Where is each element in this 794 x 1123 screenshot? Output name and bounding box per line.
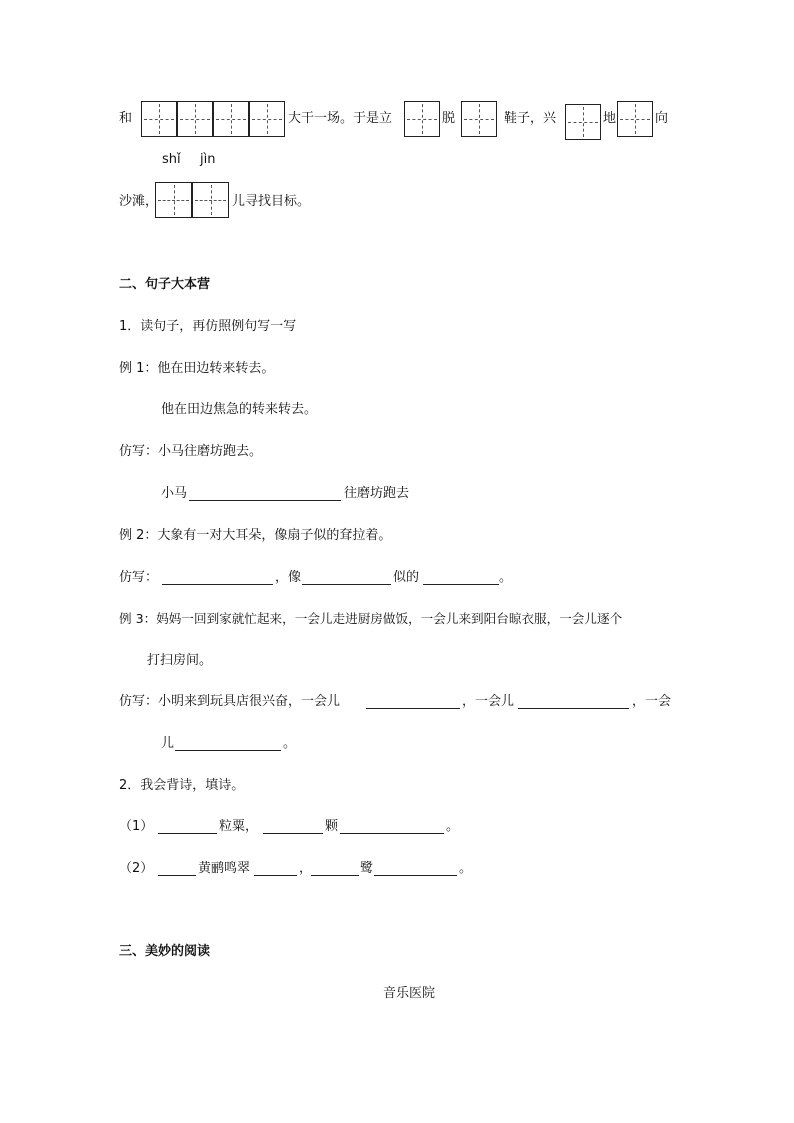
char-box[interactable] (177, 101, 213, 137)
text-lu: 鹭 (360, 861, 374, 876)
text-yihuier: ，一会儿 (462, 694, 515, 709)
answer-blank[interactable] (158, 833, 217, 834)
answer-blank[interactable] (311, 875, 359, 876)
text-mubiao: 儿寻找目标。 (232, 194, 311, 209)
text-er: 儿 (161, 736, 175, 751)
imitation-1: 仿写：小马往磨坊跑去。 (119, 444, 263, 459)
char-box[interactable] (565, 104, 601, 140)
text-ke: 颗 (325, 819, 339, 834)
answer-blank[interactable] (158, 875, 196, 876)
answer-blank[interactable] (340, 833, 444, 834)
example-2: 例 2：大象有一对大耳朵，像扇子似的耷拉着。 (119, 528, 392, 543)
text-period: 。 (446, 819, 460, 834)
answer-blank[interactable] (302, 584, 391, 585)
char-box[interactable] (404, 101, 440, 137)
article-title: 音乐医院 (383, 986, 436, 1001)
text-xiezi: 鞋子，兴 (504, 111, 557, 126)
text-xiang: ，像 (275, 570, 302, 585)
answer-blank[interactable] (366, 708, 460, 709)
char-box[interactable] (192, 182, 229, 218)
text-period: 。 (499, 570, 513, 585)
imitation-2-label: 仿写： (119, 570, 159, 585)
char-box[interactable] (617, 101, 653, 137)
pinyin-shi: shǐ (162, 152, 181, 167)
text-mofang: 往磨坊跑去 (344, 486, 410, 501)
text-side: 似的 (393, 570, 420, 585)
text-xiang: 向 (655, 111, 669, 126)
example-3-cont: 打扫房间。 (147, 653, 213, 668)
text-he: 和 (119, 111, 133, 126)
poem-2-number: （2） (119, 861, 154, 876)
answer-blank[interactable] (189, 500, 341, 501)
text-di: 地 (603, 111, 617, 126)
char-box[interactable] (141, 101, 177, 137)
question-2: 2．我会背诗，填诗。 (119, 778, 245, 793)
char-box[interactable] (249, 101, 285, 137)
answer-blank[interactable] (423, 584, 499, 585)
text-yihui: ，一会 (632, 694, 672, 709)
text-xiaoma: 小马 (161, 486, 188, 501)
text-tuo: 脱 (442, 111, 456, 126)
example-3: 例 3：妈妈一回到家就忙起来，一会儿走进厨房做饭，一会儿来到阳台晾衣服，一会儿逐个 (119, 611, 623, 626)
text-comma: ， (299, 861, 313, 876)
text-shatan: 沙滩， (119, 194, 159, 209)
example-1-answer: 他在田边焦急的转来转去。 (161, 402, 318, 417)
text-dagan: 大干一场。于是立 (288, 111, 393, 126)
pinyin-jin: jìn (200, 152, 216, 167)
answer-blank[interactable] (518, 708, 629, 709)
section-title: 三、美妙的阅读 (119, 944, 211, 959)
text-lisu: 粒粟， (219, 819, 259, 834)
question-1: 1．读句子，再仿照例句写一写 (119, 319, 297, 334)
text-period: 。 (283, 736, 297, 751)
section-title: 二、句子大本营 (119, 277, 211, 292)
poem-1-number: （1） (119, 819, 154, 834)
answer-blank[interactable] (263, 833, 323, 834)
text-huangli: 黄鹂鸣翠 (198, 861, 251, 876)
char-box[interactable] (213, 101, 249, 137)
imitation-3-label: 仿写：小明来到玩具店很兴奋，一会儿 (119, 694, 341, 709)
char-box[interactable] (461, 101, 497, 137)
answer-blank[interactable] (374, 875, 457, 876)
answer-blank[interactable] (254, 875, 297, 876)
answer-blank[interactable] (175, 750, 281, 751)
answer-blank[interactable] (162, 584, 273, 585)
text-period: 。 (459, 861, 473, 876)
char-box[interactable] (155, 182, 192, 218)
example-1: 例 1：他在田边转来转去。 (119, 361, 275, 376)
